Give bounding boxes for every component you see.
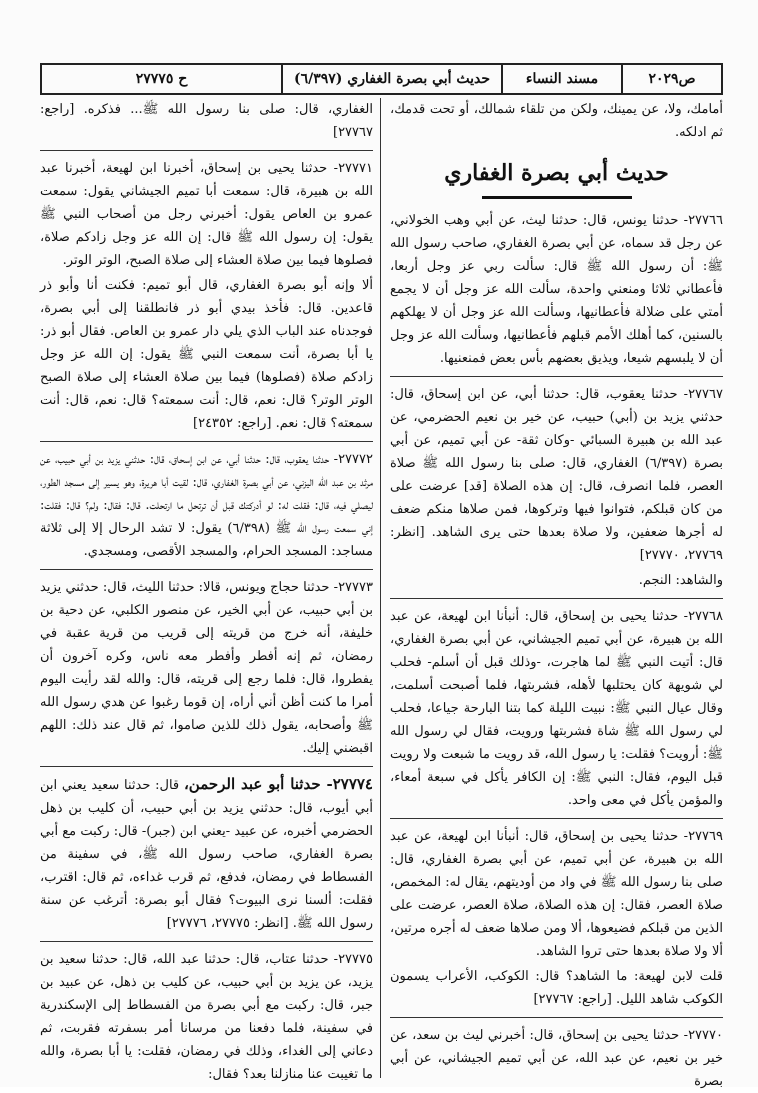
hadith-paragraph: ٢٧٧٧٠- حدثنا يحيى بن إسحاق، قال: أخبرني ليث بن سعد، عن خير بن نعيم، عن عبد الله، عن أبي تميم الجيشاني، عن أبي بصرة — [390, 1028, 723, 1089]
title-underline — [482, 196, 632, 199]
hadith-paragraph: ٢٧٧٧٢- حدثنا يعقوب، قال: حدثنا أبي، عن ابن إسحاق، قال: حدثني يزيد بن أبي حبيب، عن مرثد بن عبد الله اليزني، عن أبي بصرة الغفاري، قال: لقيت أبا هريرة، وهو يسير إلى مسجد الطور، ليصلي فيه، قال: فقلت له: لو أدركتك قبل أن ترتحل ما ارتحلت. قال: فقال: ولم؟ قال: فقلت: إني سمعت رسول الله ﷺ (٦/٣٩٨) يقول: لا تشد الرحال إلا إلى ثلاثة مساجد: المسجد الحرام، والمسجد الأقصى، ومسجدي. — [40, 452, 374, 559]
note-paragraph: والشاهد: النجم. — [638, 573, 723, 588]
continued-paragraph: الغفاري، قال: صلى بنا رسول الله ﷺ... فذكره. [راجع: ٢٧٧٦٧] — [40, 102, 373, 140]
hadith-paragraph: ٢٧٧٧٥- حدثنا عتاب، قال: حدثنا عبد الله، قال: حدثنا سعيد بن يزيد، عن يزيد بن أبي حبيب، عن كليب بن ذهل، عن عبيد بن جبر، قال: ركبت مع أبي بصرة من الفسطاط إلى الإسكندرية في سفينة، فلما دفعنا من مرسانا أمر بسفرته فقربت، ثم دعاني إلى الغداء، وذلك في رمضان، فقلت: يا أبا بصرة، والله ما تغيبت عنا منازلنا بعد؟ فقال: — [40, 952, 373, 1082]
note-paragraph: قلت لابن لهيعة: ما الشاهد؟ قال: الكوكب، الأعراب يسمون الكوكب شاهد الليل. [راجع: ٢٧٧٦٧] — [390, 969, 723, 1007]
chapter-title: حديث أبي بصرة الغفاري (٦/٣٩٧) — [281, 65, 501, 93]
separator — [390, 376, 723, 377]
hadith-range: ح ٢٧٧٧٥ — [135, 71, 188, 87]
hadith-paragraph: ألا وإنه أبو بصرة الغفاري، قال أبو تميم: فكنت أنا وأبو ذر قاعدين. قال: فأخذ بيدي أبو ذر فانطلقنا إلى أبي بصرة، فوجدناه عند الباب الذي يلي دار عمرو بن العاص. فقال أبو ذر: يا أبا بصرة، أنت سمعت النبي ﷺ يقول: إن الله عز وجل زادكم صلاة (فصلوها) فيما بين صلاة العشاء إلى صلاة الصبح الوتر الوتر؟ قال: نعم، قال: أنت سمعته؟ قال: نعم، قال: أنت سمعته؟ قال: نعم. [راجع: ٢٤٣٥٢] — [40, 278, 373, 431]
hadith-paragraph — [40, 773, 373, 935]
hadith-text: قال: حدثنا سعيد يعني ابن أبي أيوب، قال: حدثني يزيد بن أبي حبيب، أن كليب بن ذهل الحضرمي أخبره، عن عبيد -يعني ابن (جبر)- قال: ركبت مع أبي بصرة الغفاري، صاحب رسول الله ﷺ، في سفينة من الفسطاط في رمضان، فدفع، ثم قرب غداءه، ثم قال: اقترب، فقلت: ألسنا نرى البيوت؟ فقال أبو بصرة: أترغب عن سنة رسول الله ﷺ. [انظر: ٢٧٧٧٥، ٢٧٧٧٦] — [40, 778, 373, 931]
book-title: مسند النساء — [501, 65, 621, 93]
separator — [40, 766, 373, 767]
hadith-paragraph: ٢٧٧٦٦- حدثنا يونس، قال: حدثنا ليث، عن أبي وهب الخولاني، عن رجل قد سماه، عن أبي بصرة الغفاري، صاحب رسول الله ﷺ: أن رسول الله ﷺ قال: سألت ربي عز وجل أربعا، فأعطاني ثلاثا ومنعني واحدة، سألت الله عز وجل أن لا يجمع أمتي على ضلالة فأعطانيها، وسألت الله عز وجل أن لا يهلكهم بالسنين، كما أهلك الأمم قبلهم فأعطانيها، وسألت الله عز وجل أن لا يلبسهم شيعا، ويذيق بعضهم بأس بعض فمنعنيها. — [390, 213, 723, 366]
page-number: ص٢٠٢٩ — [621, 65, 721, 93]
column-divider — [380, 98, 381, 1078]
separator — [390, 598, 723, 599]
separator — [390, 818, 723, 819]
separator — [40, 150, 373, 151]
text-columns — [40, 98, 723, 1089]
page-header — [40, 63, 723, 95]
separator — [40, 941, 373, 942]
hadith-paragraph: ٢٧٧٧١- حدثنا يحيى بن إسحاق، أخبرنا ابن لهيعة، أخبرنا عبد الله بن هبيرة، قال: سمعت أبا تميم الجيشاني يقول: سمعت عمرو بن العاص يقول: أخبرني رجل من أصحاب النبي ﷺ يقول: إن رسول الله ﷺ قال: إن الله عز وجل زادكم صلاة، فصلوها فيما بين صلاة العشاء إلى صلاة الصبح، الوتر الوتر. — [40, 161, 373, 268]
hadith-paragraph: ٢٧٧٦٩- حدثنا يحيى بن إسحاق، قال: أنبأنا ابن لهيعة، عن عبد الله بن هبيرة، عن أبي تميم، عن أبي بصرة الغفاري، قال: صلى بنا رسول الله ﷺ في واد من أوديتهم، يقال له: المخمص، صلاة العصر، فقال: إن هذه الصلاة، صلاة العصر، عرضت على الذين من قبلكم فضيعوها، ألا ومن صلاها ضعف له أجره مرتين، ألا ولا صلاة بعدها حتى تروا الشاهد. — [390, 829, 723, 959]
hadith-paragraph: ٢٧٧٦٨- حدثنا يحيى بن إسحاق، قال: أنبأنا ابن لهيعة، عن عبد الله بن هبيرة، عن أبي تميم الجيشاني، عن أبي بصرة الغفاري، قال: أتيت النبي ﷺ لما هاجرت، -وذلك قبل أن أسلم- فحلب لي شويهة كان يحتلبها لأهله، فشربتها، فلما أصبحت أسلمت، وقال عيال النبي ﷺ: نبيت الليلة كما بتنا البارحة جياعا، فحلب لي رسول الله ﷺ شاة فشربتها ورويت، فقال لي رسول الله ﷺ: أرويت؟ فقلت: يا رسول الله، قد رويت ما شبعت ولا رويت قبل اليوم، فقال: النبي ﷺ: إن الكافر يأكل في سبعة أمعاء، والمؤمن يأكل في معى واحد. — [390, 609, 723, 808]
separator — [390, 1017, 723, 1018]
intro-paragraph: أمامك، ولا، عن يمينك، ولكن من تلقاء شمالك، أو تحت قدمك، ثم ادلكه. — [390, 102, 723, 140]
hadith-paragraph: ٢٧٧٧٣- حدثنا حجاج ويونس، قالا: حدثنا الليث، قال: حدثني يزيد بن أبي حبيب، عن أبي الخير، عن منصور الكلبي، عن دحية بن خليفة، أنه خرج من قريته إلى قريب من قرية عقبة في رمضان، ثم إنه أفطر وأفطر معه ناس، وكره آخرون أن يفطروا، قال: فلما رجع إلى قريته، قال: والله لقد رأيت اليوم أمرا ما كنت أظن أني أراه، إن قوما رغبوا عن هدي رسول الله ﷺ وأصحابه، يقول ذلك للذين صاموا، ثم قال عند ذلك: اللهم اقبضني إليك. — [40, 580, 373, 756]
inline-chapter-title: ٢٧٧٧٤- حدثنا أبو عبد الرحمن، — [183, 775, 373, 793]
right-column — [390, 98, 723, 1089]
separator — [40, 569, 373, 570]
left-column — [40, 98, 374, 1082]
section-title: حديث أبي بصرة الغفاري — [444, 160, 669, 186]
separator — [40, 441, 373, 442]
hadith-paragraph: ٢٧٧٦٧- حدثنا يعقوب، قال: حدثنا أبي، عن ابن إسحاق، قال: حدثني يزيد بن (أبي) حبيب، عن خير بن نعيم الحضرمي، عن عبد الله بن هبيرة السبائي -وكان ثقة- عن أبي تميم، عن أبي بصرة (٦/٣٩٧) الغفاري، قال: صلى بنا رسول الله ﷺ صلاة العصر، فلما انصرف، قال: إن هذه الصلاة [قد] عرضت على من كان قبلكم، فتوانوا فيها وتركوها، فمن صلاها منكم ضعف له أجرها ضعفين، ولا صلاة بعدها حتى يرى الشاهد. [انظر: ٢٧٧٦٩، ٢٧٧٧٠] — [390, 387, 723, 563]
